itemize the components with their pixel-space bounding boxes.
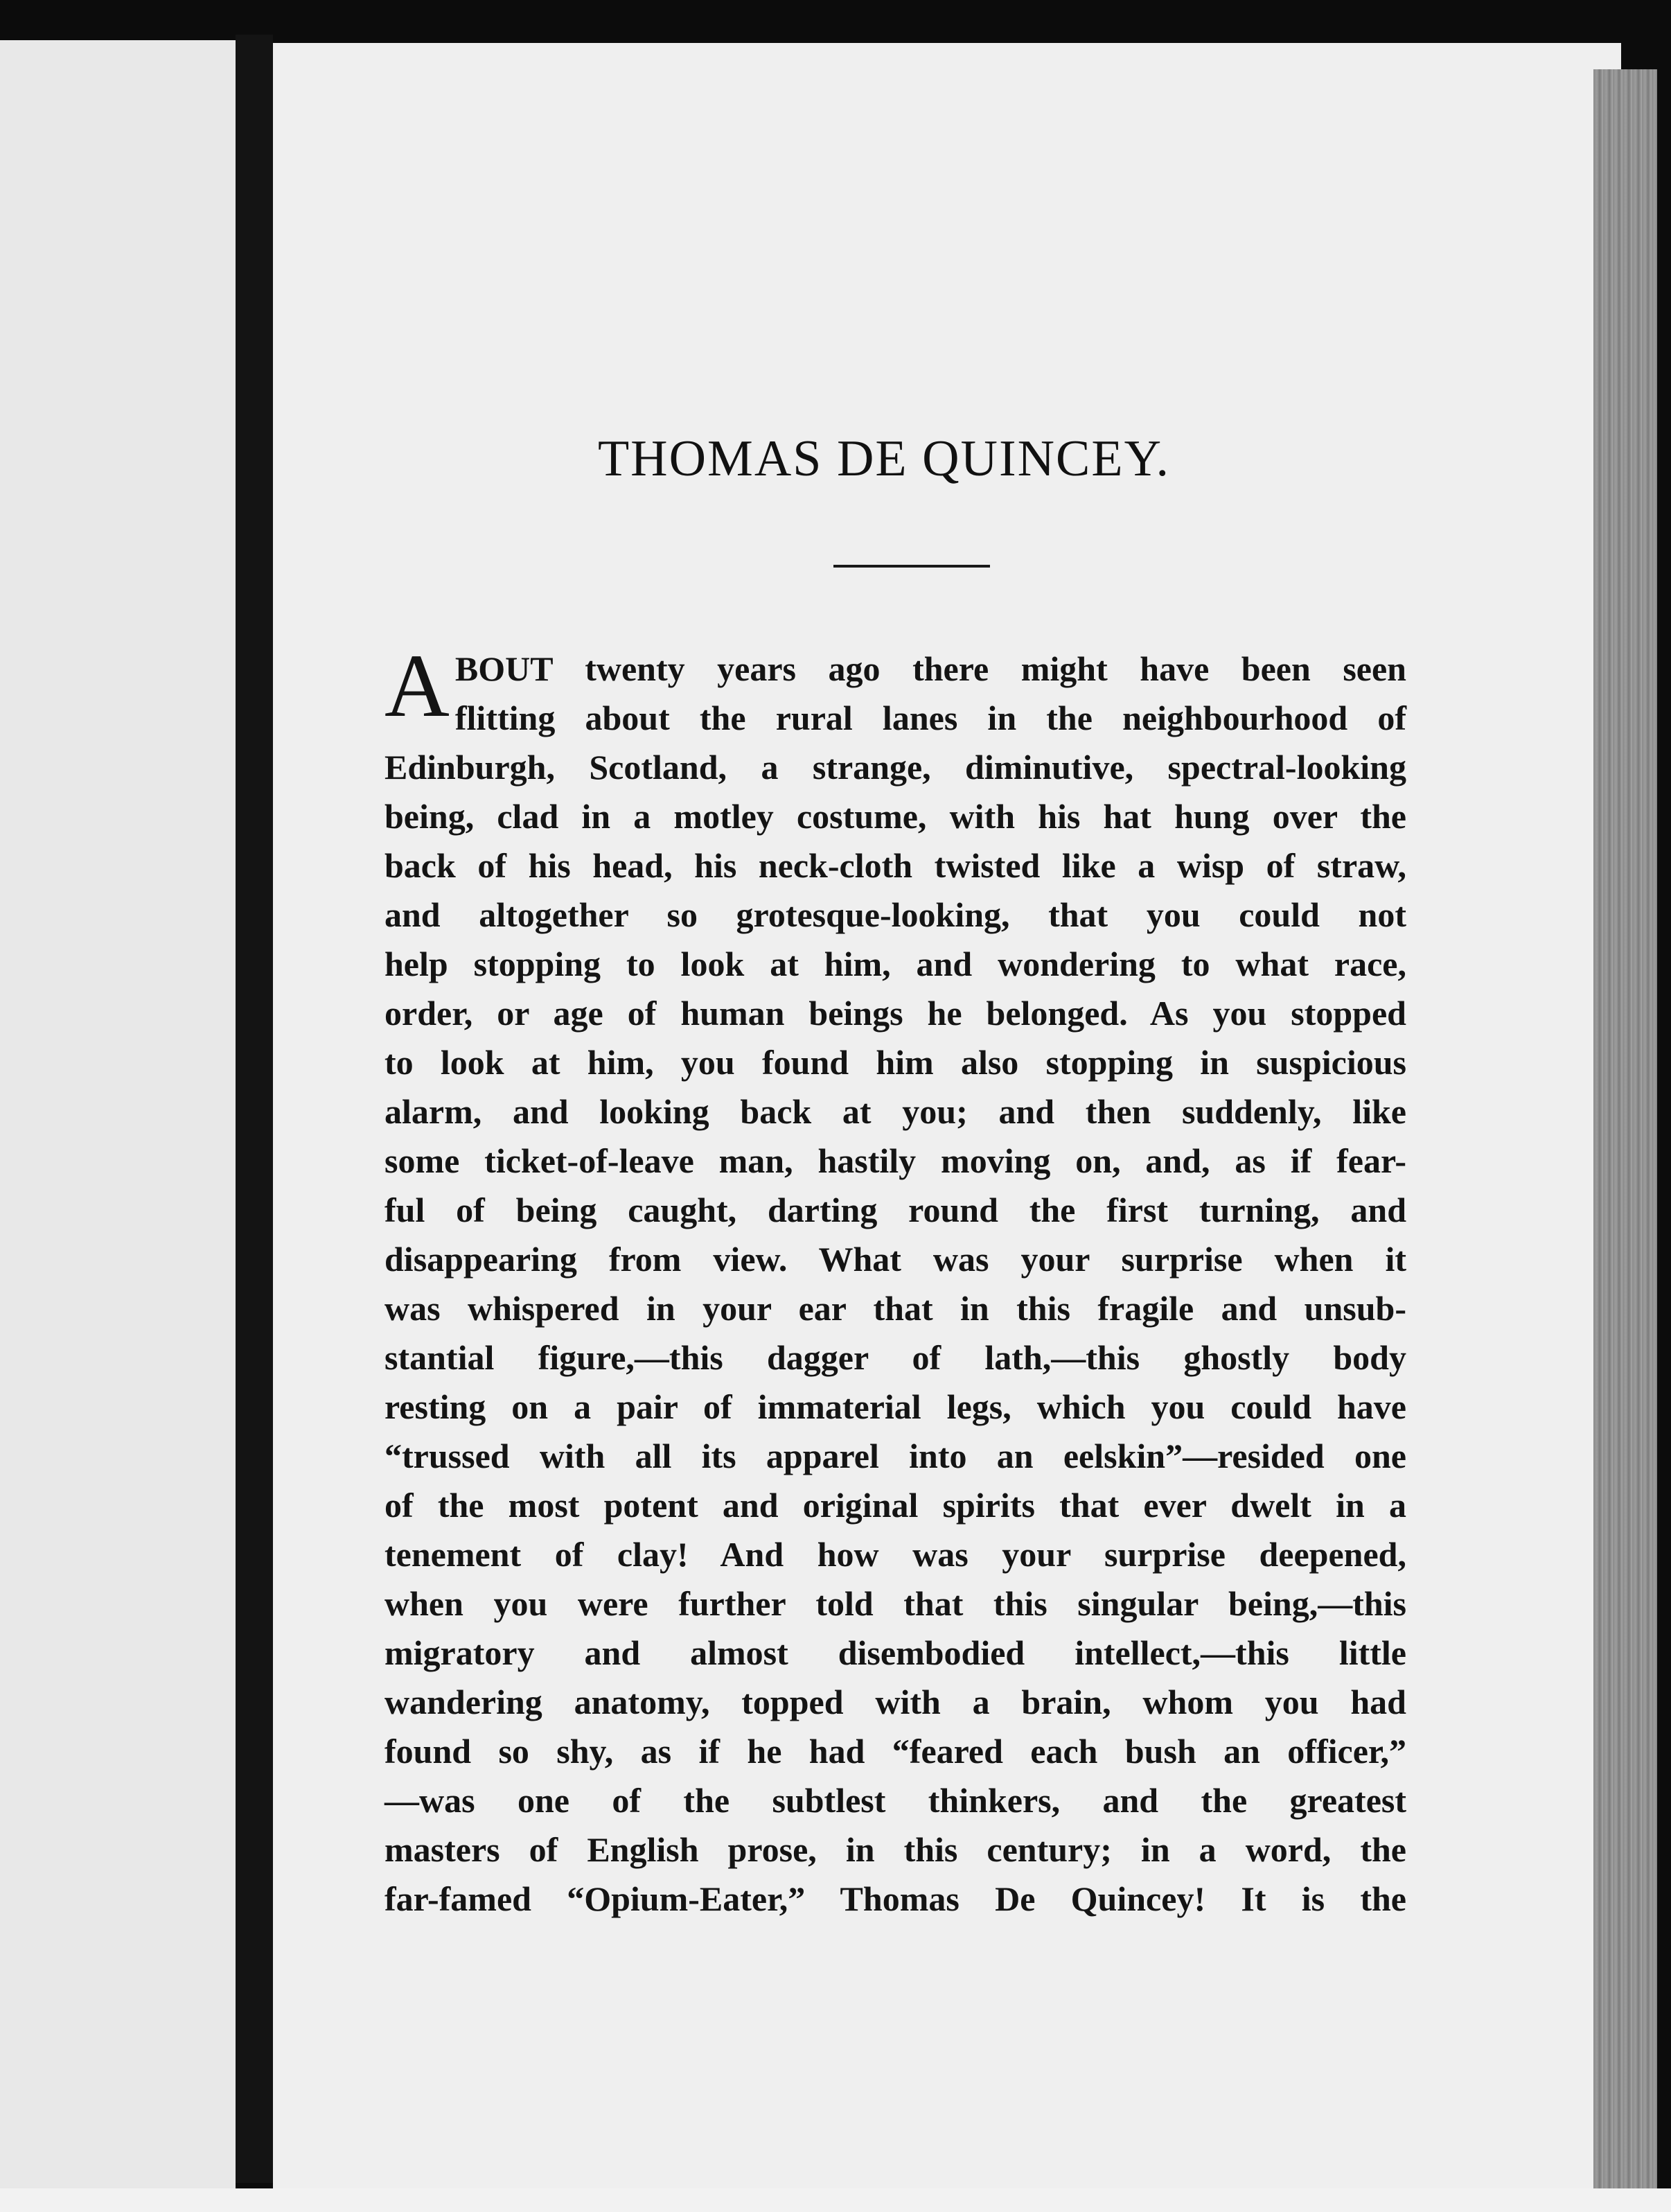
text-line: —was one of the subtlest thinkers, and the greatest [384, 1781, 1406, 1820]
text-line: Edinburgh, Scotland, a strange, diminutive, spectral-looking [384, 748, 1406, 787]
body-text [384, 636, 1406, 1924]
book-gutter [236, 35, 273, 2183]
text-line: BOUT twenty years ago there might have been seen [454, 649, 1406, 688]
bottom-margin [0, 2188, 1671, 2212]
text-line: found so shy, as if he had “feared each bush an officer,” [384, 1732, 1406, 1771]
text-line: some ticket-of-leave man, hastily moving on, and, as if fear- [384, 1141, 1406, 1180]
text-line: migratory and almost disembodied intellect,—this little [384, 1633, 1406, 1672]
text-line: “trussed with all its apparel into an eelskin”—resided one [384, 1437, 1406, 1475]
text-line: alarm, and looking back at you; and then suddenly, like [384, 1092, 1406, 1131]
text-line: to look at him, you found him also stopping in suspicious [384, 1043, 1406, 1082]
page-title: THOMAS DE QUINCEY. [597, 430, 1171, 487]
page-edge [1593, 69, 1657, 2190]
text-line: of the most potent and original spirits that ever dwelt in a [384, 1486, 1406, 1525]
text-line: help stopping to look at him, and wondering to what race, [384, 945, 1406, 983]
text-line: was whispered in your ear that in this fragile and unsub- [384, 1289, 1406, 1328]
text-line: being, clad in a motley costume, with his hat hung over the [384, 797, 1406, 836]
text-line: wandering anatomy, topped with a brain, whom you had [384, 1683, 1406, 1721]
text-line: ful of being caught, darting round the first turning, and [384, 1191, 1406, 1229]
title-rule [833, 565, 990, 568]
text-line: and altogether so grotesque-looking, that you could not [384, 895, 1406, 934]
text-line: flitting about the rural lanes in the neighbourhood of [454, 699, 1406, 737]
text-line: tenement of clay! And how was your surprise deepened, [384, 1535, 1406, 1574]
text-line: far-famed “Opium-Eater,” Thomas De Quincey! It is the [384, 1879, 1406, 1918]
text-line: back of his head, his neck-cloth twisted like a wisp of straw, [384, 846, 1406, 885]
text-line: resting on a pair of immaterial legs, which you could have [384, 1387, 1406, 1426]
text-line: masters of English prose, in this century; in a word, the [384, 1830, 1406, 1869]
drop-cap: A [384, 636, 450, 736]
left-page [0, 40, 236, 2202]
text-line: when you were further told that this singular being,—this [384, 1584, 1406, 1623]
text-line: stantial figure,—this dagger of lath,—this ghostly body [384, 1338, 1406, 1377]
text-line: disappearing from view. What was your surprise when it [384, 1240, 1406, 1279]
text-line: order, or age of human beings he belonged. As you stopped [384, 994, 1406, 1033]
